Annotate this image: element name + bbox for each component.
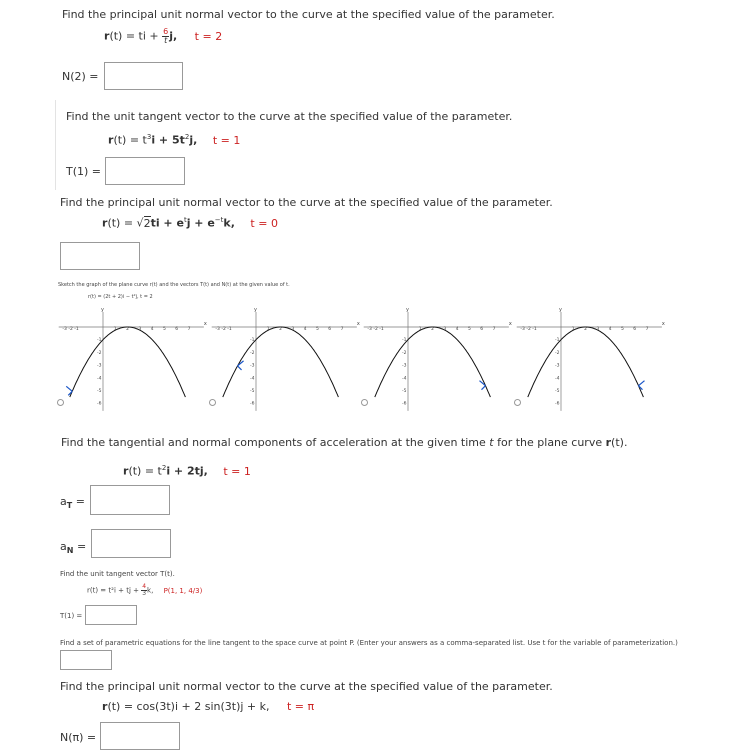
- graph-option-3-radio[interactable]: [361, 399, 368, 406]
- y-tick-label: -3: [402, 363, 407, 369]
- y-tick-label: -4: [402, 376, 407, 382]
- q1-prompt: Find the principal unit normal vector to the curve at the specified value of the parameter.: [62, 8, 555, 21]
- x-tick-label: 7: [340, 327, 344, 332]
- x-tick-label: 3: [138, 327, 142, 332]
- graph-option-1: [59, 307, 207, 411]
- x-tick-label: 6: [633, 327, 637, 332]
- q3-prompt: Find the principal unit normal vector to the curve at the specified value of the parameter.: [60, 196, 553, 209]
- y-tick-label: -2: [402, 350, 407, 356]
- q2-param: t = 1: [212, 133, 241, 147]
- x-tick-label: -3 -2 -1: [367, 327, 384, 332]
- q6-answer-input[interactable]: [85, 605, 137, 625]
- y-tick-label: -4: [97, 376, 102, 382]
- y-tick-label: -1: [402, 338, 407, 344]
- y-tick-label: -3: [97, 363, 102, 369]
- y-tick-label: -2: [250, 350, 255, 356]
- q8-equation: r(t) = cos(3t)i + 2 sin(3t)j + k, t = π: [102, 700, 315, 713]
- x-tick-label: 3: [443, 327, 447, 332]
- q5-aN-label: $a_N$ =: [60, 540, 87, 556]
- q7-answer-input[interactable]: [60, 650, 112, 670]
- y-tick-label: -5: [97, 389, 102, 394]
- graph-option-4: [517, 307, 665, 411]
- q3-param: t = 0: [250, 216, 278, 230]
- curve: [375, 327, 491, 397]
- x-tick-label: 2: [279, 327, 282, 332]
- x-tick-label: 1: [571, 327, 575, 332]
- curve: [70, 327, 186, 397]
- x-tick-label: -3 -2 -1: [62, 327, 79, 332]
- x-tick-label: 1: [266, 327, 270, 332]
- tangent-vector: [638, 381, 644, 386]
- q5-aN-input[interactable]: [91, 529, 171, 558]
- x-tick-label: 7: [187, 327, 191, 332]
- x-tick-label: 4: [455, 327, 459, 332]
- y-axis-label: y: [101, 307, 104, 313]
- y-axis-label: y: [254, 307, 257, 313]
- q1-equation: r(t) = ti + $\frac{6}{t}$ j, t = 2: [104, 27, 223, 45]
- x-axis-label: x: [203, 321, 207, 327]
- x-tick-label: 5: [316, 327, 319, 332]
- y-tick-label: -4: [555, 376, 560, 382]
- y-tick-label: -1: [250, 338, 255, 344]
- x-tick-label: 7: [492, 327, 496, 332]
- x-tick-label: 6: [480, 327, 484, 332]
- q1-answer-label: N(2) =: [62, 70, 99, 83]
- y-tick-label: -1: [555, 338, 560, 344]
- x-tick-label: 2: [584, 327, 587, 332]
- y-tick-label: -5: [250, 389, 255, 394]
- q3-equation: $r(t) = √2ti + e^tj + e^{-t}k$, t = 0: [102, 216, 278, 230]
- q4-graphs: [0, 300, 750, 412]
- x-tick-label: 5: [163, 327, 166, 332]
- q8-param: t = π: [287, 700, 315, 713]
- graph-option-3: [364, 307, 512, 411]
- graph-option-2: [212, 307, 360, 411]
- q4-prompt: Sketch the graph of the plane curve r(t) and the vectors T(t) and N(t) at the given value of t.: [58, 282, 290, 288]
- q6-point: P(1, 1, 4/3): [163, 586, 203, 595]
- x-tick-label: 6: [328, 327, 332, 332]
- q2-answer-label: T(1) =: [66, 165, 102, 178]
- tangent-vector: [66, 386, 72, 391]
- x-tick-label: 5: [621, 327, 624, 332]
- q5-param: t = 1: [223, 464, 251, 478]
- q6-equation: r(t) = t²i + tj + $\frac{4}{3}$ k, P(1, 1, 4/3): [87, 583, 203, 597]
- normal-vector: [238, 366, 242, 370]
- x-tick-label: 3: [596, 327, 600, 332]
- curve: [528, 327, 644, 397]
- x-tick-label: -3 -2 -1: [215, 327, 232, 332]
- x-tick-label: 2: [126, 327, 129, 332]
- q1-answer-input[interactable]: [104, 62, 183, 90]
- x-tick-label: 4: [150, 327, 154, 332]
- q6-answer-label: T(1) =: [60, 612, 83, 620]
- y-tick-label: -2: [555, 350, 560, 356]
- y-tick-label: -5: [402, 389, 407, 394]
- q5-aT-input[interactable]: [90, 485, 170, 515]
- graph-option-2-radio[interactable]: [209, 399, 216, 406]
- q4-equation: r(t) = (2t + 2)i − t²j, t = 2: [88, 294, 153, 300]
- q8-answer-label: N(π) =: [60, 731, 97, 744]
- q5-equation: $r(t) = t^2i + 2tj$, t = 1: [123, 464, 251, 478]
- x-tick-label: 4: [608, 327, 612, 332]
- q2-answer-input[interactable]: [105, 157, 185, 185]
- margin-line: [55, 100, 56, 190]
- q1-param: t = 2: [194, 29, 223, 43]
- x-axis-label: x: [356, 321, 360, 327]
- x-tick-label: 4: [303, 327, 307, 332]
- x-tick-label: -3 -2 -1: [520, 327, 537, 332]
- x-tick-label: 6: [175, 327, 179, 332]
- q5-aT-label: $a_T$ =: [60, 495, 85, 511]
- y-tick-label: -5: [555, 389, 560, 394]
- y-tick-label: -6: [555, 401, 560, 407]
- x-tick-label: 2: [431, 327, 434, 332]
- q3-answer-input[interactable]: [60, 242, 140, 270]
- graph-option-4-radio[interactable]: [514, 399, 521, 406]
- y-tick-label: -6: [402, 401, 407, 407]
- y-tick-label: -3: [250, 363, 255, 369]
- y-tick-label: -3: [555, 363, 560, 369]
- curve: [223, 327, 339, 397]
- y-tick-label: -2: [97, 350, 102, 356]
- x-tick-label: 3: [291, 327, 295, 332]
- q6-prompt: Find the unit tangent vector T(t).: [60, 570, 175, 578]
- graph-option-1-radio[interactable]: [57, 399, 64, 406]
- q8-prompt: Find the principal unit normal vector to the curve at the specified value of the parameter.: [60, 680, 553, 693]
- x-tick-label: 1: [418, 327, 422, 332]
- y-axis-label: y: [559, 307, 562, 313]
- x-tick-label: 5: [468, 327, 471, 332]
- y-tick-label: -6: [97, 401, 102, 407]
- x-tick-label: 7: [645, 327, 649, 332]
- x-axis-label: x: [508, 321, 512, 327]
- x-axis-label: x: [661, 321, 665, 327]
- x-tick-label: 1: [113, 327, 117, 332]
- q2-prompt: Find the unit tangent vector to the curve at the specified value of the parameter.: [66, 110, 513, 123]
- y-tick-label: -4: [250, 376, 255, 382]
- q2-equation: $r(t) = t^3i + 5t^2j$, t = 1: [108, 133, 241, 147]
- normal-vector: [481, 386, 485, 390]
- y-axis-label: y: [406, 307, 409, 313]
- y-tick-label: -6: [250, 401, 255, 407]
- q8-answer-input[interactable]: [100, 722, 180, 750]
- y-tick-label: -1: [97, 338, 102, 344]
- q5-prompt: Find the tangential and normal components of acceleration at the given time t for the plane curve r(t).: [61, 436, 628, 449]
- q7-prompt: Find a set of parametric equations for the line tangent to the space curve at point P. (Enter your answers as a comma-separated list. Use t for the variable of parameterization.): [60, 639, 678, 647]
